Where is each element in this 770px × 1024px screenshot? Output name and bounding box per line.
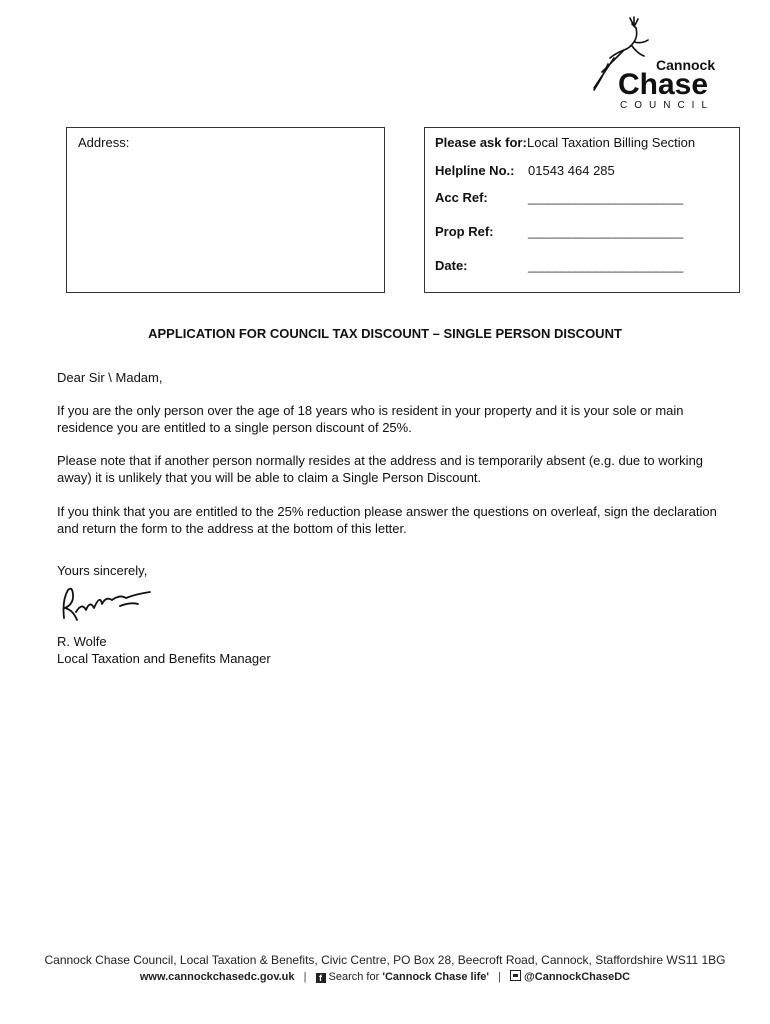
helpline-row xyxy=(435,163,615,178)
twitter-icon xyxy=(510,970,521,981)
footer-address: Cannock Chase Council, Local Taxation & Benefits, Civic Centre, PO Box 28, Beecroft Road, Cannock, Staffordshire WS11 1BG xyxy=(44,953,726,967)
prop-ref-row xyxy=(435,224,683,239)
facebook-icon: f xyxy=(316,973,326,983)
paragraph-2: Please note that if another person normally resides at the address and is temporarily absent (e.g. due to working away) it is unlikely that you will be able to claim a Single Person Discount. xyxy=(57,453,704,485)
paragraph-1: If you are the only person over the age of 18 years who is resident in your property and it is your sole or main residence you are entitled to a single person discount of 25%. xyxy=(57,403,684,435)
footer-twitter-handle[interactable]: @CannockChaseDC xyxy=(524,971,631,983)
date-row xyxy=(435,258,683,273)
helpline-value: 01543 464 285 xyxy=(528,163,615,178)
logo-text-chase: Chase xyxy=(618,68,709,101)
signatory-name: R. Wolfe xyxy=(57,634,107,649)
acc-ref-blank: _______________________ xyxy=(528,190,683,205)
footer-facebook-name[interactable]: 'Cannock Chase life' xyxy=(382,971,490,983)
footer-website-link[interactable]: www.cannockchasedc.gov.uk xyxy=(139,971,295,983)
acc-ref-label: Acc Ref: xyxy=(435,190,488,205)
paragraph-3: If you think that you are entitled to the 25% reduction please answer the questions on overleaf, sign the declaration and return the form to the address at the bottom of this letter. xyxy=(57,504,717,536)
logo-text-cannock: Cannock xyxy=(656,57,716,73)
logo-text-council: COUNCIL xyxy=(620,100,715,110)
salutation: Dear Sir \ Madam, xyxy=(57,370,163,385)
footer-links xyxy=(0,970,770,983)
prop-ref-label: Prop Ref: xyxy=(435,224,494,239)
ask-for-label: Please ask for: xyxy=(435,135,527,150)
footer-separator-2: | xyxy=(498,971,501,983)
date-blank: _______________________ xyxy=(528,258,683,273)
letter-heading: APPLICATION FOR COUNCIL TAX DISCOUNT – SINGLE PERSON DISCOUNT xyxy=(148,326,622,341)
footer-separator: | xyxy=(303,971,307,983)
council-logo xyxy=(584,14,734,110)
closing: Yours sincerely, xyxy=(57,563,148,578)
address-box xyxy=(66,127,385,293)
acc-ref-row xyxy=(435,190,683,205)
date-label: Date: xyxy=(435,258,468,273)
leaping-deer-icon xyxy=(584,14,734,110)
prop-ref-blank: _______________________ xyxy=(528,224,683,239)
helpline-label: Helpline No.: xyxy=(435,163,515,178)
ask-for-row xyxy=(435,135,696,150)
footer-facebook-prefix: Search for xyxy=(328,971,383,983)
signature-image xyxy=(58,584,188,624)
address-label: Address: xyxy=(78,135,130,150)
signatory-title: Local Taxation and Benefits Manager xyxy=(57,651,271,666)
reference-box xyxy=(424,127,740,293)
ask-for-value: Local Taxation Billing Section xyxy=(527,135,696,150)
